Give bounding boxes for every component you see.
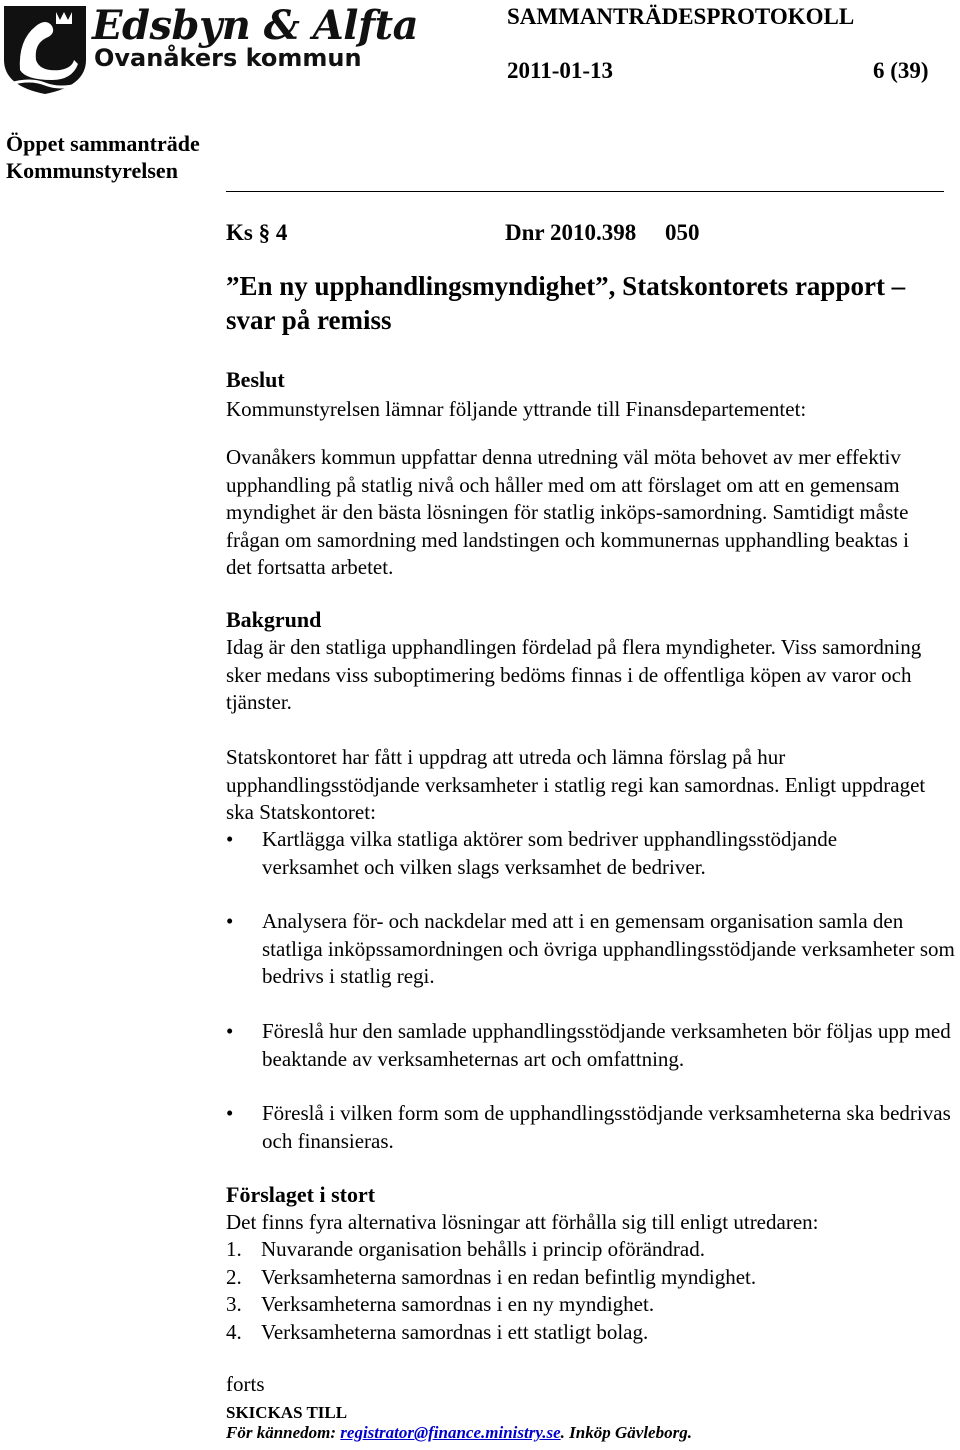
bullet-icon: • [226, 1101, 234, 1125]
beslut-heading: Beslut [226, 367, 285, 392]
meeting-date: 2011-01-13 [507, 58, 614, 83]
bakgrund-para-2: Statskontoret har fått i uppdrag att utreda och lämna förslag på hur upphandlingsstödjande verksamheter i statlig regi kan samordnas. Enligt uppdraget ska Statskontoret: [226, 745, 926, 824]
continued-label: forts [226, 1372, 265, 1396]
municipality-name: Edsbyn & Alfta [92, 2, 419, 49]
forslaget-intro: Det finns fyra alternativa lösningar att förhålla sig till enligt utredaren: [226, 1210, 819, 1234]
beslut-intro: Kommunstyrelsen lämnar följande yttrande till Finansdepartementet: [226, 397, 807, 421]
header-divider [226, 191, 944, 192]
meeting-info [6, 130, 200, 184]
send-to-heading: SKICKAS TILL [226, 1403, 348, 1422]
bakgrund-heading: Bakgrund [226, 607, 322, 632]
list-item-text: Verksamheterna samordnas i ett statligt bolag. [261, 1319, 649, 1344]
forslaget-heading: Förslaget i stort [226, 1182, 376, 1207]
case-title: ”En ny upphandlingsmyndighet”, Statskontorets rapport – svar på remiss [226, 271, 906, 335]
list-number: 3. [226, 1292, 242, 1316]
list-item-text: Verksamheterna samordnas i en ny myndighet. [261, 1292, 655, 1316]
bullet-icon: • [226, 1019, 234, 1043]
list-item-text: Kartlägga vilka statliga aktörer som bedriver upphandlingsstödjande verksamhet och vilken slags verksamhet de bedriver. [262, 827, 838, 879]
email-link[interactable]: registrator@finance.ministry.se [340, 1423, 561, 1442]
for-information-label: För kännedom: [226, 1423, 337, 1442]
list-number: 4. [226, 1319, 242, 1344]
document-type: SAMMANTRÄDESPROTOKOLL [507, 4, 855, 29]
list-item-text: Nuvarande organisation behålls i princip oförändrad. [261, 1237, 705, 1261]
list-number: 2. [226, 1264, 242, 1289]
bakgrund-para-1: Idag är den statliga upphandlingen fördelad på flera myndigheter. Viss samordning sker medans viss suboptimering bedöms finnas i de offentliga köpen av varor och tjänster. [226, 635, 922, 714]
list-number: 1. [226, 1237, 242, 1261]
page-number: 6 (39) [873, 58, 929, 83]
bullet-icon: • [226, 827, 234, 851]
list-item-text: Analysera för- och nackdelar med att i en gemensam organisation samla den statliga inköpssamordningen och övriga upphandlingsstödjande verksamheter som bedrivs i statlig regi. [262, 909, 955, 988]
bullet-icon: • [226, 909, 234, 933]
municipality-subtitle: Ovanåkers kommun [94, 44, 362, 72]
list-item-text: Verksamheterna samordnas i en redan befintlig myndighet. [261, 1264, 757, 1289]
list-item-text: Föreslå hur den samlade upphandlingsstödjande verksamheten bör följas upp med beaktande av verksamheternas art och omfattning. [262, 1019, 951, 1071]
for-information-line [226, 1423, 692, 1443]
meeting-type: Öppet sammanträde [6, 131, 200, 156]
beslut-body: Ovanåkers kommun uppfattar denna utredning väl möta behovet av mer effektiv upphandling på statlig nivå och håller med om att förslaget om att en gemensam myndighet är den bästa lösningen för statlig inköps-samordning. Samtidigt måste frågan om samordning med landstingen och kommunernas upphandling beaktas i det fortsatta arbetet. [226, 445, 909, 579]
list-item-text: Föreslå i vilken form som de upphandlingsstödjande verksamheterna ska bedrivas och finansieras. [262, 1101, 951, 1153]
swan-crest-icon [0, 0, 90, 96]
committee-name: Kommunstyrelsen [6, 158, 178, 183]
case-number: Ks § 4 [226, 220, 288, 245]
case-dnr: Dnr 2010.398 050 [505, 220, 700, 245]
for-information-rest: . Inköp Gävleborg. [560, 1423, 692, 1442]
